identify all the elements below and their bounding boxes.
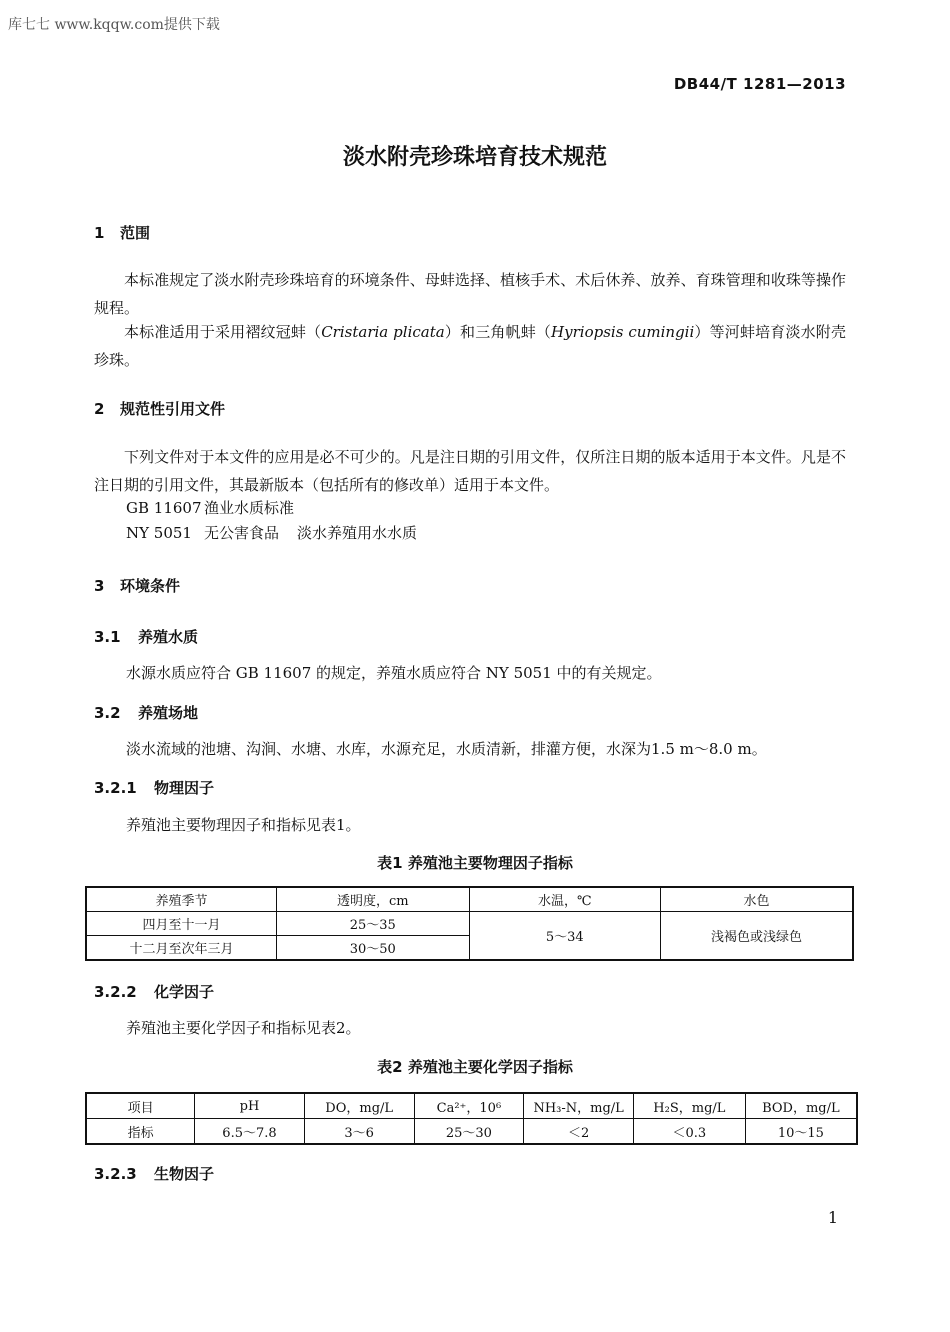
table-header-cell: 水温，℃ (469, 887, 661, 912)
section-number: 3 (94, 577, 105, 595)
table-row (86, 1119, 857, 1145)
section-3-1-heading (94, 626, 198, 647)
table-header-cell: pH (195, 1093, 305, 1119)
section-title: 规范性引用文件 (120, 400, 226, 418)
section-3-2-3-heading (94, 1163, 214, 1184)
table-header-cell: BOD，mg/L (745, 1093, 857, 1119)
table-header-cell: 透明度，cm (276, 887, 469, 912)
table-cell: 十二月至次年三月 (86, 936, 276, 961)
table-cell: 6.5～7.8 (195, 1119, 305, 1145)
section-3-1-text: 水源水质应符合 GB 11607 的规定，养殖水质应符合 NY 5051 中的有关规定。 (126, 664, 662, 682)
watermark-text: 库七七 www.kqqw.com提供下载 (8, 17, 220, 33)
species-name-cristaria: Cristaria plicata (321, 323, 445, 341)
table-cell-water-temp: 5～34 (469, 912, 661, 961)
table-2 (85, 1092, 858, 1145)
section-1-heading (94, 222, 150, 243)
section-2-paragraph: 下列文件对于本文件的应用是必不可少的。凡是注日期的引用文件，仅所注日期的版本适用于本文件。凡是不注日期的引用文件，其最新版本（包括所有的修改单）适用于本文件。 (94, 448, 846, 494)
table-header-row (86, 887, 853, 912)
section-number: 3.2 (94, 704, 121, 722)
section-3-2-1-text: 养殖池主要物理因子和指标见表1。 (126, 816, 361, 834)
reference-subtitle: 淡水养殖用水水质 (297, 524, 418, 542)
table-row (86, 912, 853, 936)
section-number: 3.2.2 (94, 983, 137, 1001)
table-cell: 25～35 (276, 912, 469, 936)
section-3-2-2-heading (94, 981, 214, 1002)
section-3-2-1-heading (94, 777, 214, 798)
table-cell: 四月至十一月 (86, 912, 276, 936)
section-3-2-text: 淡水流域的池塘、沟涧、水塘、水库，水源充足，水质清新，排灌方便，水深为1.5 m～8.0 m。 (126, 740, 767, 758)
table-header-cell: Ca²⁺，10⁶ (414, 1093, 524, 1119)
reference-title: 渔业水质标准 (204, 499, 295, 517)
section-number: 3.2.3 (94, 1165, 137, 1183)
text-run: ）等河蚌培育淡水附壳珍珠。 (94, 323, 846, 369)
table-header-row (86, 1093, 857, 1119)
section-title: 化学因子 (154, 983, 215, 1001)
document-number: DB44/T 1281—2013 (673, 75, 846, 93)
section-1-paragraph-2 (94, 318, 846, 374)
table-cell: 10～15 (745, 1119, 857, 1145)
page-number: 1 (827, 1208, 838, 1227)
reference-item (126, 496, 312, 520)
page-title: 淡水附壳珍珠培育技术规范 (342, 145, 607, 170)
table-cell: ＜2 (524, 1119, 634, 1145)
section-title: 物理因子 (154, 779, 215, 797)
table-cell: 3～6 (304, 1119, 414, 1145)
reference-code: NY 5051 (126, 524, 192, 542)
table-header-cell: NH₃-N，mg/L (524, 1093, 634, 1119)
reference-title: 无公害食品 (204, 524, 280, 542)
section-number: 3.2.1 (94, 779, 137, 797)
table-header-cell: H₂S，mg/L (634, 1093, 746, 1119)
section-number: 1 (94, 224, 105, 242)
reference-item (126, 521, 417, 545)
table-cell: ＜0.3 (634, 1119, 746, 1145)
table-cell: 指标 (86, 1119, 195, 1145)
reference-code: GB 11607 (126, 499, 202, 517)
section-1-paragraph-1: 本标准规定了淡水附壳珍珠培育的环境条件、母蚌选择、植核手术、术后休养、放养、育珠管理和收珠等操作规程。 (94, 271, 846, 317)
table-header-cell: 水色 (661, 887, 853, 912)
section-title: 养殖水质 (138, 628, 199, 646)
section-3-heading (94, 575, 180, 596)
section-title: 环境条件 (120, 577, 181, 595)
text-run: ）和三角帆蚌（ (444, 323, 552, 341)
table-2-caption: 表2 养殖池主要化学因子指标 (377, 1058, 573, 1076)
section-title: 生物因子 (154, 1165, 215, 1183)
table-header-cell: 项目 (86, 1093, 195, 1119)
section-title: 范围 (120, 224, 151, 242)
table-cell-water-color: 浅褐色或浅绿色 (661, 912, 853, 961)
table-cell: 25～30 (414, 1119, 524, 1145)
table-header-cell: 养殖季节 (86, 887, 276, 912)
section-3-2-heading (94, 702, 198, 723)
section-title: 养殖场地 (138, 704, 199, 722)
text-run: 本标准适用于采用褶纹冠蚌（ (124, 323, 322, 341)
table-1-caption: 表1 养殖池主要物理因子指标 (377, 854, 573, 872)
table-header-cell: DO，mg/L (304, 1093, 414, 1119)
section-3-2-2-text: 养殖池主要化学因子和指标见表2。 (126, 1019, 361, 1037)
section-number: 2 (94, 400, 105, 418)
table-cell: 30～50 (276, 936, 469, 961)
section-2-heading (94, 398, 225, 419)
section-number: 3.1 (94, 628, 121, 646)
species-name-hyriopsis: Hyriopsis cumingii (551, 323, 695, 341)
table-1 (85, 886, 854, 961)
